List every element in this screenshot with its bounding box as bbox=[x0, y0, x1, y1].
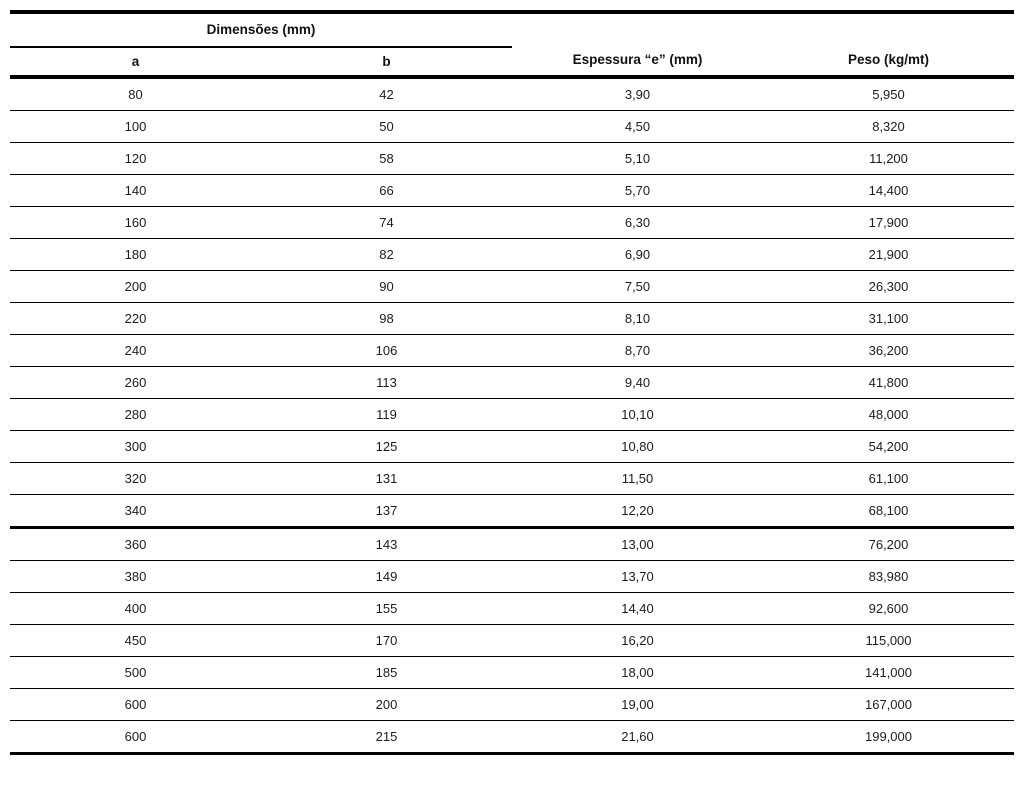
table-cell: 5,70 bbox=[512, 175, 763, 207]
table-cell: 50 bbox=[261, 111, 512, 143]
table-cell: 340 bbox=[10, 495, 261, 528]
table-row bbox=[10, 303, 1014, 335]
table-cell: 143 bbox=[261, 528, 512, 561]
table-cell: 4,50 bbox=[512, 111, 763, 143]
table-cell: 11,200 bbox=[763, 143, 1014, 175]
table-row bbox=[10, 689, 1014, 721]
table-cell: 8,320 bbox=[763, 111, 1014, 143]
table-row bbox=[10, 657, 1014, 689]
table-cell: 360 bbox=[10, 528, 261, 561]
table-cell: 131 bbox=[261, 463, 512, 495]
table-cell: 17,900 bbox=[763, 207, 1014, 239]
header-group-row bbox=[10, 12, 1014, 47]
table-cell: 7,50 bbox=[512, 271, 763, 303]
dimensions-weight-table bbox=[10, 10, 1014, 755]
table-cell: 106 bbox=[261, 335, 512, 367]
table-cell: 19,00 bbox=[512, 689, 763, 721]
table-cell: 185 bbox=[261, 657, 512, 689]
table-cell: 92,600 bbox=[763, 593, 1014, 625]
table-cell: 82 bbox=[261, 239, 512, 271]
table-cell: 200 bbox=[10, 271, 261, 303]
table-cell: 26,300 bbox=[763, 271, 1014, 303]
table-header bbox=[10, 12, 1014, 77]
table-cell: 13,00 bbox=[512, 528, 763, 561]
table-cell: 11,50 bbox=[512, 463, 763, 495]
table-cell: 21,900 bbox=[763, 239, 1014, 271]
table-cell: 83,980 bbox=[763, 561, 1014, 593]
table-cell: 54,200 bbox=[763, 431, 1014, 463]
table-cell: 215 bbox=[261, 721, 512, 754]
table-row bbox=[10, 495, 1014, 528]
table-cell: 80 bbox=[10, 77, 261, 111]
table-cell: 280 bbox=[10, 399, 261, 431]
table-row bbox=[10, 367, 1014, 399]
table-cell: 66 bbox=[261, 175, 512, 207]
table-cell: 160 bbox=[10, 207, 261, 239]
table-cell: 200 bbox=[261, 689, 512, 721]
dimensions-group-header: Dimensões (mm) bbox=[10, 12, 512, 47]
table-cell: 120 bbox=[10, 143, 261, 175]
table-cell: 41,800 bbox=[763, 367, 1014, 399]
table-row bbox=[10, 111, 1014, 143]
table-cell: 260 bbox=[10, 367, 261, 399]
table-row bbox=[10, 207, 1014, 239]
table-cell: 320 bbox=[10, 463, 261, 495]
table-cell: 6,90 bbox=[512, 239, 763, 271]
table-cell: 125 bbox=[261, 431, 512, 463]
table-row bbox=[10, 77, 1014, 111]
table-cell: 8,10 bbox=[512, 303, 763, 335]
table-cell: 76,200 bbox=[763, 528, 1014, 561]
table-row bbox=[10, 625, 1014, 657]
table-cell: 48,000 bbox=[763, 399, 1014, 431]
table-row bbox=[10, 143, 1014, 175]
table-cell: 58 bbox=[261, 143, 512, 175]
table-cell: 5,950 bbox=[763, 77, 1014, 111]
table-cell: 149 bbox=[261, 561, 512, 593]
table-cell: 240 bbox=[10, 335, 261, 367]
table-cell: 8,70 bbox=[512, 335, 763, 367]
table-row bbox=[10, 431, 1014, 463]
table-cell: 167,000 bbox=[763, 689, 1014, 721]
table-cell: 16,20 bbox=[512, 625, 763, 657]
table-cell: 10,10 bbox=[512, 399, 763, 431]
table-cell: 36,200 bbox=[763, 335, 1014, 367]
table-cell: 140 bbox=[10, 175, 261, 207]
table-cell: 100 bbox=[10, 111, 261, 143]
table-cell: 113 bbox=[261, 367, 512, 399]
table-cell: 380 bbox=[10, 561, 261, 593]
table-row bbox=[10, 463, 1014, 495]
table-cell: 199,000 bbox=[763, 721, 1014, 754]
espessura-column-header: Espessura “e” (mm) bbox=[512, 12, 763, 77]
table-cell: 6,30 bbox=[512, 207, 763, 239]
table-cell: 5,10 bbox=[512, 143, 763, 175]
table-row bbox=[10, 335, 1014, 367]
table-row bbox=[10, 561, 1014, 593]
table-cell: 137 bbox=[261, 495, 512, 528]
table-cell: 600 bbox=[10, 689, 261, 721]
table-cell: 115,000 bbox=[763, 625, 1014, 657]
table-cell: 68,100 bbox=[763, 495, 1014, 528]
table-cell: 600 bbox=[10, 721, 261, 754]
table-row bbox=[10, 721, 1014, 754]
table-cell: 90 bbox=[261, 271, 512, 303]
table-cell: 14,400 bbox=[763, 175, 1014, 207]
table-cell: 13,70 bbox=[512, 561, 763, 593]
table-cell: 12,20 bbox=[512, 495, 763, 528]
table-cell: 180 bbox=[10, 239, 261, 271]
table-cell: 61,100 bbox=[763, 463, 1014, 495]
table-row bbox=[10, 399, 1014, 431]
table-cell: 31,100 bbox=[763, 303, 1014, 335]
table-cell: 450 bbox=[10, 625, 261, 657]
table-row bbox=[10, 175, 1014, 207]
table-row bbox=[10, 239, 1014, 271]
table-cell: 119 bbox=[261, 399, 512, 431]
table-cell: 141,000 bbox=[763, 657, 1014, 689]
table-cell: 9,40 bbox=[512, 367, 763, 399]
column-a-header: a bbox=[10, 47, 261, 77]
table-cell: 400 bbox=[10, 593, 261, 625]
table-row bbox=[10, 271, 1014, 303]
table-cell: 98 bbox=[261, 303, 512, 335]
peso-column-header: Peso (kg/mt) bbox=[763, 12, 1014, 77]
table-cell: 500 bbox=[10, 657, 261, 689]
table-cell: 3,90 bbox=[512, 77, 763, 111]
table-cell: 170 bbox=[261, 625, 512, 657]
table-cell: 155 bbox=[261, 593, 512, 625]
table-cell: 220 bbox=[10, 303, 261, 335]
table-cell: 300 bbox=[10, 431, 261, 463]
table-cell: 42 bbox=[261, 77, 512, 111]
table-cell: 14,40 bbox=[512, 593, 763, 625]
table-body bbox=[10, 77, 1014, 754]
table-row bbox=[10, 528, 1014, 561]
table-cell: 21,60 bbox=[512, 721, 763, 754]
table-row bbox=[10, 593, 1014, 625]
table-cell: 10,80 bbox=[512, 431, 763, 463]
column-b-header: b bbox=[261, 47, 512, 77]
table-cell: 74 bbox=[261, 207, 512, 239]
table-cell: 18,00 bbox=[512, 657, 763, 689]
